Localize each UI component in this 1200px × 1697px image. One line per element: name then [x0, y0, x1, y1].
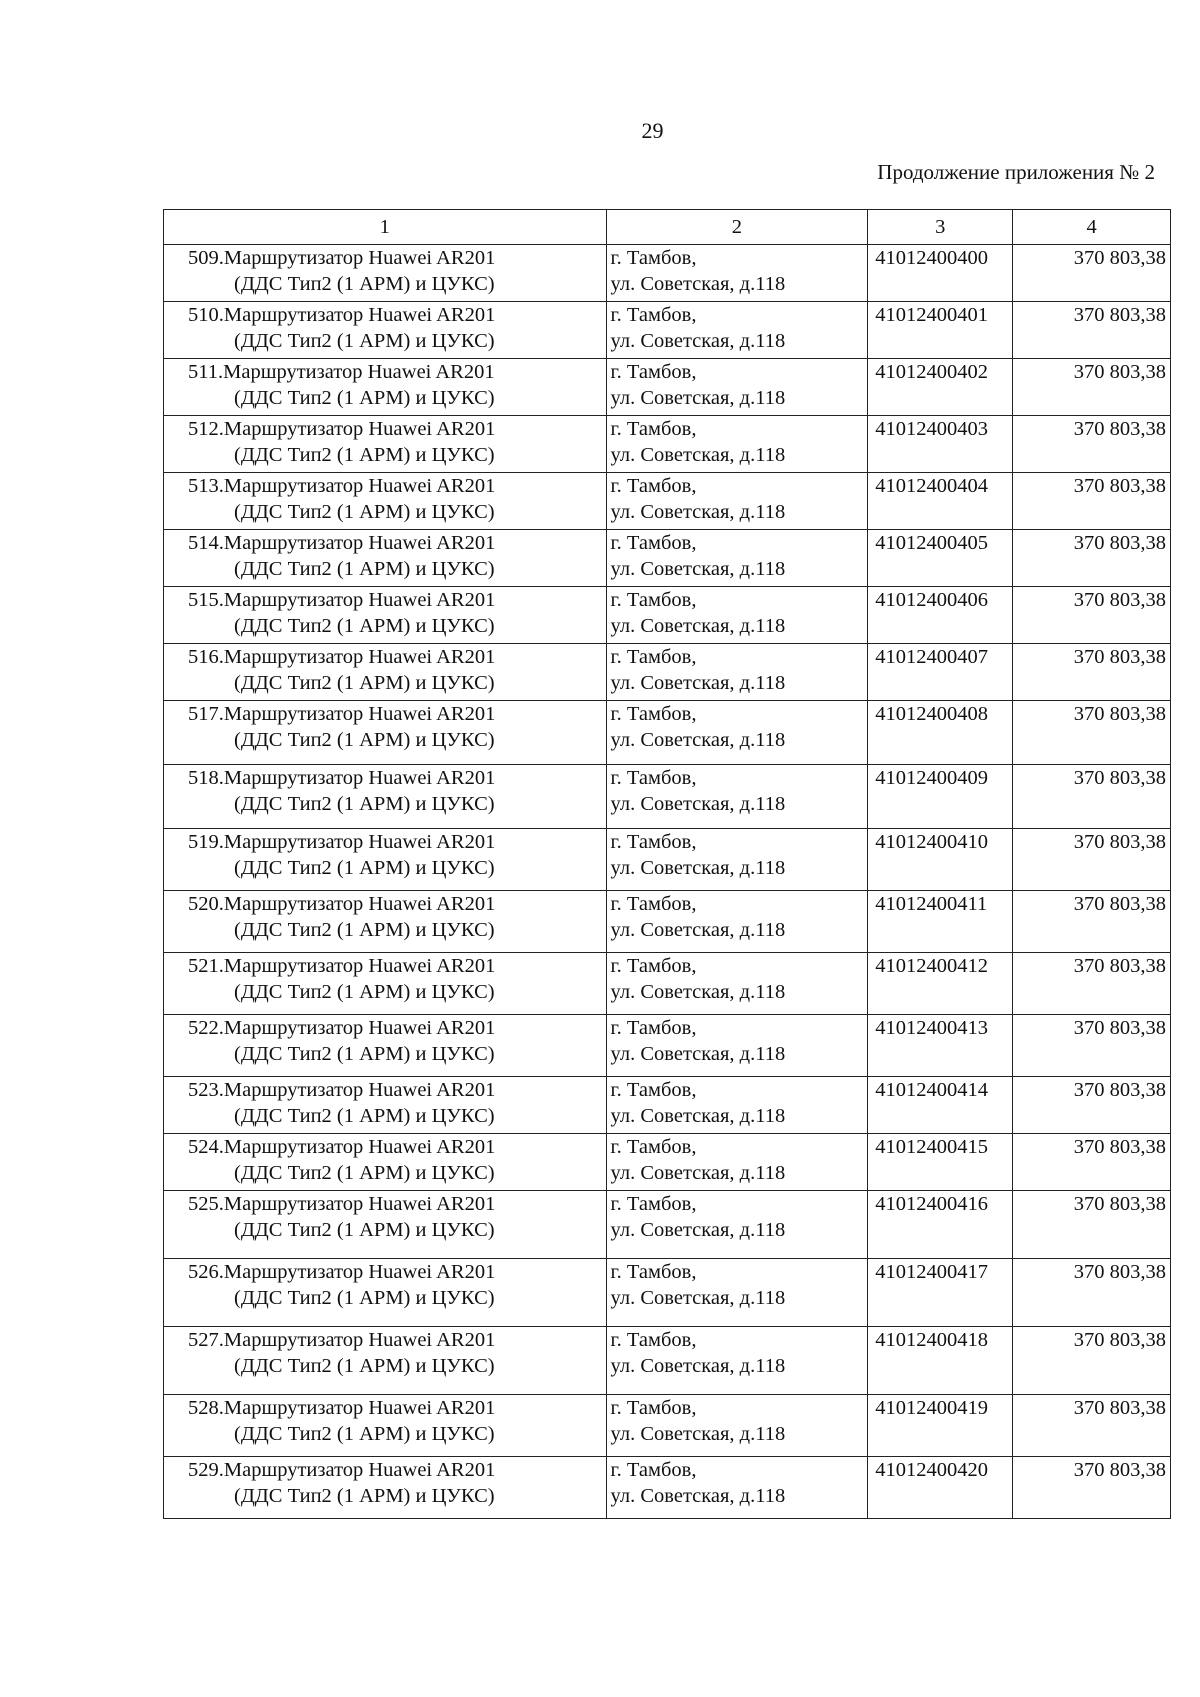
item-number: 510.: [188, 304, 224, 326]
item-name-line1: [188, 1191, 606, 1217]
address-cell: [606, 473, 868, 530]
item-name-line2: (ДДС Тип2 (1 АРМ) и ЦУКС): [234, 981, 495, 1003]
item-name: Маршрутизатор Huawei AR201: [223, 1397, 496, 1419]
item-name-line2: (ДДС Тип2 (1 АРМ) и ЦУКС): [234, 1043, 495, 1065]
item-number: 529.: [188, 1459, 224, 1481]
table-row: [164, 1077, 1171, 1134]
address-street: ул. Советская, д.118: [610, 981, 786, 1003]
address-street: ул. Советская, д.118: [610, 1105, 786, 1127]
inventory-number-cell: 41012400419: [868, 1395, 1013, 1457]
table-row: [164, 1457, 1171, 1519]
item-number: 516.: [188, 646, 224, 668]
cost-cell: 370 803,38: [1013, 416, 1171, 473]
address-cell: [606, 416, 868, 473]
item-number: 518.: [188, 767, 224, 789]
item-name-line2: (ДДС Тип2 (1 АРМ) и ЦУКС): [234, 1287, 495, 1309]
cost-cell: 370 803,38: [1013, 765, 1171, 829]
address-street: ул. Советская, д.118: [610, 672, 786, 694]
header-col-2: 2: [606, 210, 868, 245]
header-col-1: 1: [164, 210, 607, 245]
inventory-number-cell: 41012400406: [868, 587, 1013, 644]
inventory-number-cell: 41012400412: [868, 953, 1013, 1015]
item-name-line1: [188, 1077, 606, 1103]
item-name-line2: (ДДС Тип2 (1 АРМ) и ЦУКС): [234, 729, 495, 751]
item-name-cell: [164, 1015, 607, 1077]
cost-cell: 370 803,38: [1013, 587, 1171, 644]
address-city: г. Тамбов,: [610, 1261, 697, 1283]
address-city: г. Тамбов,: [610, 589, 697, 611]
item-name-cell: [164, 1327, 607, 1395]
table-row: [164, 587, 1171, 644]
item-number: 512.: [188, 418, 224, 440]
address-city: г. Тамбов,: [610, 893, 697, 915]
cost-cell: 370 803,38: [1013, 1077, 1171, 1134]
cost-cell: 370 803,38: [1013, 1457, 1171, 1519]
address-street: ул. Советская, д.118: [610, 1287, 786, 1309]
cost-cell: 370 803,38: [1013, 302, 1171, 359]
table-row: [164, 1134, 1171, 1191]
item-name: Маршрутизатор Huawei AR201: [223, 1261, 496, 1283]
inventory-number-cell: 41012400420: [868, 1457, 1013, 1519]
item-name: Маршрутизатор Huawei AR201: [223, 532, 496, 554]
item-name-line1: [188, 891, 606, 917]
cost-cell: 370 803,38: [1013, 1395, 1171, 1457]
address-city: г. Тамбов,: [610, 247, 697, 269]
item-number: 509.: [188, 247, 224, 269]
table-row: [164, 1259, 1171, 1327]
item-name-cell: [164, 473, 607, 530]
item-number: 515.: [188, 589, 224, 611]
cost-cell: 370 803,38: [1013, 530, 1171, 587]
address-cell: [606, 245, 868, 302]
address-cell: [606, 1077, 868, 1134]
inventory-number-cell: 41012400405: [868, 530, 1013, 587]
cost-cell: 370 803,38: [1013, 1015, 1171, 1077]
inventory-number-cell: 41012400407: [868, 644, 1013, 701]
address-street: ул. Советская, д.118: [610, 387, 786, 409]
item-name-line1: [188, 1259, 606, 1285]
item-name-line2: (ДДС Тип2 (1 АРМ) и ЦУКС): [234, 615, 495, 637]
item-name-cell: [164, 891, 607, 953]
header-col-4: 4: [1013, 210, 1171, 245]
address-street: ул. Советская, д.118: [610, 1355, 786, 1377]
item-name-cell: [164, 1191, 607, 1259]
item-name-line2: (ДДС Тип2 (1 АРМ) и ЦУКС): [234, 672, 495, 694]
address-cell: [606, 1134, 868, 1191]
item-name-line2: (ДДС Тип2 (1 АРМ) и ЦУКС): [234, 558, 495, 580]
table-row: [164, 530, 1171, 587]
cost-cell: 370 803,38: [1013, 245, 1171, 302]
table-row: [164, 1015, 1171, 1077]
table-row: [164, 1395, 1171, 1457]
item-name-cell: [164, 1395, 607, 1457]
address-street: ул. Советская, д.118: [610, 558, 786, 580]
item-name-line2: (ДДС Тип2 (1 АРМ) и ЦУКС): [234, 501, 495, 523]
address-cell: [606, 891, 868, 953]
address-street: ул. Советская, д.118: [610, 1043, 786, 1065]
cost-cell: 370 803,38: [1013, 1134, 1171, 1191]
cost-cell: 370 803,38: [1013, 1327, 1171, 1395]
inventory-number-cell: 41012400413: [868, 1015, 1013, 1077]
address-street: ул. Советская, д.118: [610, 444, 786, 466]
item-name: Маршрутизатор Huawei AR201: [223, 1193, 496, 1215]
address-street: ул. Советская, д.118: [610, 273, 786, 295]
table-row: [164, 765, 1171, 829]
inventory-number-cell: 41012400403: [868, 416, 1013, 473]
address-city: г. Тамбов,: [610, 1193, 697, 1215]
address-street: ул. Советская, д.118: [610, 501, 786, 523]
item-name-cell: [164, 587, 607, 644]
item-number: 524.: [188, 1136, 224, 1158]
address-cell: [606, 587, 868, 644]
item-name: Маршрутизатор Huawei AR201: [223, 475, 496, 497]
item-name-line2: (ДДС Тип2 (1 АРМ) и ЦУКС): [234, 1355, 495, 1377]
page-number: 29: [641, 118, 664, 143]
header-row: [164, 210, 1171, 245]
item-name-cell: [164, 1259, 607, 1327]
cost-cell: 370 803,38: [1013, 891, 1171, 953]
item-name: Маршрутизатор Huawei AR201: [223, 304, 496, 326]
item-name-line2: (ДДС Тип2 (1 АРМ) и ЦУКС): [234, 387, 495, 409]
address-cell: [606, 359, 868, 416]
cost-cell: 370 803,38: [1013, 473, 1171, 530]
table-row: [164, 1327, 1171, 1395]
item-number: 522.: [188, 1017, 224, 1039]
address-city: г. Тамбов,: [610, 831, 697, 853]
item-name-line1: [188, 701, 606, 727]
address-cell: [606, 1327, 868, 1395]
item-name-line1: [188, 953, 606, 979]
address-city: г. Тамбов,: [610, 1079, 697, 1101]
item-name-line2: (ДДС Тип2 (1 АРМ) и ЦУКС): [234, 1485, 495, 1507]
item-name-line1: [188, 302, 606, 328]
item-name-cell: [164, 359, 607, 416]
table-row: [164, 644, 1171, 701]
inventory-number-cell: 41012400414: [868, 1077, 1013, 1134]
item-number: 520.: [188, 893, 224, 915]
address-street: ул. Советская, д.118: [610, 1423, 786, 1445]
address-city: г. Тамбов,: [610, 304, 697, 326]
continuation-title: Продолжение приложения № 2: [877, 160, 1155, 184]
item-name-line2: (ДДС Тип2 (1 АРМ) и ЦУКС): [234, 793, 495, 815]
address-city: г. Тамбов,: [610, 1397, 697, 1419]
item-name-line2: (ДДС Тип2 (1 АРМ) и ЦУКС): [234, 273, 495, 295]
item-name-cell: [164, 416, 607, 473]
inventory-number-cell: 41012400408: [868, 701, 1013, 765]
item-number: 513.: [188, 475, 224, 497]
address-street: ул. Советская, д.118: [610, 615, 786, 637]
item-number: 519.: [188, 831, 224, 853]
address-cell: [606, 1015, 868, 1077]
item-name-line1: [188, 359, 606, 385]
address-cell: [606, 1395, 868, 1457]
item-name-cell: [164, 829, 607, 891]
address-city: г. Тамбов,: [610, 418, 697, 440]
address-cell: [606, 1259, 868, 1327]
inventory-number-cell: 41012400411: [868, 891, 1013, 953]
item-name-cell: [164, 1134, 607, 1191]
item-name-cell: [164, 245, 607, 302]
address-city: г. Тамбов,: [610, 1329, 697, 1351]
inventory-number-cell: 41012400404: [868, 473, 1013, 530]
address-city: г. Тамбов,: [610, 475, 697, 497]
table-row: [164, 245, 1171, 302]
address-street: ул. Советская, д.118: [610, 919, 786, 941]
table-row: [164, 473, 1171, 530]
cost-cell: 370 803,38: [1013, 644, 1171, 701]
inventory-number-cell: 41012400415: [868, 1134, 1013, 1191]
item-name-line1: [188, 829, 606, 855]
item-name: Маршрутизатор Huawei AR201: [223, 646, 496, 668]
item-name: Маршрутизатор Huawei AR201: [223, 1136, 496, 1158]
address-city: г. Тамбов,: [610, 955, 697, 977]
item-name: Маршрутизатор Huawei AR201: [223, 767, 496, 789]
item-name-line1: [188, 587, 606, 613]
item-name-line1: [188, 765, 606, 791]
address-cell: [606, 530, 868, 587]
table-row: [164, 701, 1171, 765]
item-name-line1: [188, 644, 606, 670]
inventory-number-cell: 41012400400: [868, 245, 1013, 302]
address-street: ул. Советская, д.118: [610, 793, 786, 815]
item-name-line1: [188, 245, 606, 271]
table-row: [164, 891, 1171, 953]
address-street: ул. Советская, д.118: [610, 1219, 786, 1241]
inventory-number-cell: 41012400418: [868, 1327, 1013, 1395]
item-name-line1: [188, 530, 606, 556]
item-name-line2: (ДДС Тип2 (1 АРМ) и ЦУКС): [234, 1162, 495, 1184]
address-cell: [606, 1457, 868, 1519]
table-row: [164, 953, 1171, 1015]
cost-cell: 370 803,38: [1013, 1191, 1171, 1259]
item-name: Маршрутизатор Huawei AR201: [223, 247, 496, 269]
item-name-cell: [164, 302, 607, 359]
item-number: 526.: [188, 1261, 224, 1283]
item-number: 521.: [188, 955, 224, 977]
address-street: ул. Советская, д.118: [610, 729, 786, 751]
item-name-line1: [188, 473, 606, 499]
address-cell: [606, 953, 868, 1015]
address-street: ул. Советская, д.118: [610, 1485, 786, 1507]
item-name: Маршрутизатор Huawei AR201: [223, 589, 496, 611]
table-row: [164, 359, 1171, 416]
header-col-3: 3: [868, 210, 1013, 245]
inventory-number-cell: 41012400402: [868, 359, 1013, 416]
address-city: г. Тамбов,: [610, 1459, 697, 1481]
item-name: Маршрутизатор Huawei AR201: [223, 1329, 496, 1351]
cost-cell: 370 803,38: [1013, 829, 1171, 891]
item-name-line1: [188, 416, 606, 442]
table-row: [164, 416, 1171, 473]
item-number: 528.: [188, 1397, 224, 1419]
item-name-line2: (ДДС Тип2 (1 АРМ) и ЦУКС): [234, 1105, 495, 1127]
address-cell: [606, 765, 868, 829]
item-name-line1: [188, 1327, 606, 1353]
item-name-line1: [188, 1134, 606, 1160]
item-name-cell: [164, 765, 607, 829]
inventory-number-cell: 41012400401: [868, 302, 1013, 359]
address-city: г. Тамбов,: [610, 1017, 697, 1039]
table-row: [164, 302, 1171, 359]
item-number: 514.: [188, 532, 224, 554]
address-city: г. Тамбов,: [610, 646, 697, 668]
address-street: ул. Советская, д.118: [610, 330, 786, 352]
asset-table: [163, 209, 1171, 1519]
item-name-line1: [188, 1395, 606, 1421]
item-name-line1: [188, 1457, 606, 1483]
table-row: [164, 829, 1171, 891]
item-name-line1: [188, 1015, 606, 1041]
item-name-line2: (ДДС Тип2 (1 АРМ) и ЦУКС): [234, 919, 495, 941]
item-name-line2: (ДДС Тип2 (1 АРМ) и ЦУКС): [234, 857, 495, 879]
table-row: [164, 1191, 1171, 1259]
item-name: Маршрутизатор Huawei AR201: [223, 703, 496, 725]
cost-cell: 370 803,38: [1013, 1259, 1171, 1327]
item-name: Маршрутизатор Huawei AR201: [223, 418, 496, 440]
item-name: Маршрутизатор Huawei AR201: [223, 1017, 496, 1039]
address-street: ул. Советская, д.118: [610, 857, 786, 879]
item-name: Маршрутизатор Huawei AR201: [223, 361, 495, 383]
item-name-cell: [164, 701, 607, 765]
item-name: Маршрутизатор Huawei AR201: [223, 955, 496, 977]
inventory-number-cell: 41012400410: [868, 829, 1013, 891]
item-name-line2: (ДДС Тип2 (1 АРМ) и ЦУКС): [234, 1423, 495, 1445]
inventory-number-cell: 41012400409: [868, 765, 1013, 829]
item-name: Маршрутизатор Huawei AR201: [223, 1459, 496, 1481]
address-cell: [606, 644, 868, 701]
item-number: 523.: [188, 1079, 224, 1101]
address-city: г. Тамбов,: [610, 532, 697, 554]
item-name-cell: [164, 953, 607, 1015]
address-city: г. Тамбов,: [610, 1136, 697, 1158]
address-city: г. Тамбов,: [610, 703, 697, 725]
item-name: Маршрутизатор Huawei AR201: [223, 893, 496, 915]
item-number: 517.: [188, 703, 224, 725]
item-name-line2: (ДДС Тип2 (1 АРМ) и ЦУКС): [234, 330, 495, 352]
address-city: г. Тамбов,: [610, 361, 697, 383]
cost-cell: 370 803,38: [1013, 953, 1171, 1015]
inventory-number-cell: 41012400417: [868, 1259, 1013, 1327]
item-name-line2: (ДДС Тип2 (1 АРМ) и ЦУКС): [234, 444, 495, 466]
item-name: Маршрутизатор Huawei AR201: [223, 1079, 496, 1101]
item-number: 511.: [188, 361, 224, 383]
address-cell: [606, 302, 868, 359]
address-street: ул. Советская, д.118: [610, 1162, 786, 1184]
inventory-number-cell: 41012400416: [868, 1191, 1013, 1259]
cost-cell: 370 803,38: [1013, 701, 1171, 765]
item-name-cell: [164, 1457, 607, 1519]
item-name: Маршрутизатор Huawei AR201: [223, 831, 496, 853]
item-number: 527.: [188, 1329, 224, 1351]
address-cell: [606, 1191, 868, 1259]
item-name-cell: [164, 644, 607, 701]
address-city: г. Тамбов,: [610, 767, 697, 789]
address-cell: [606, 701, 868, 765]
cost-cell: 370 803,38: [1013, 359, 1171, 416]
item-name-cell: [164, 1077, 607, 1134]
item-name-line2: (ДДС Тип2 (1 АРМ) и ЦУКС): [234, 1219, 495, 1241]
item-number: 525.: [188, 1193, 224, 1215]
item-name-cell: [164, 530, 607, 587]
address-cell: [606, 829, 868, 891]
